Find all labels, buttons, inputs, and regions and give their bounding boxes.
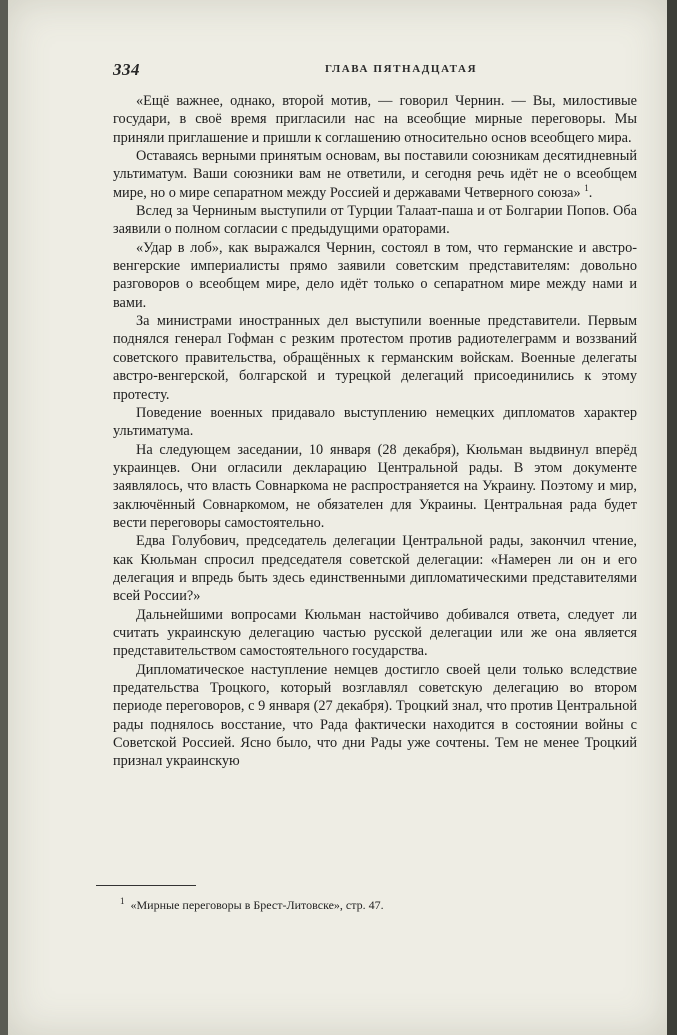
page-header — [113, 60, 633, 82]
paragraph: Дипломатическое наступление немцев достигло своей цели только вследствие предательства Троцкого, который возглавлял советскую делегацию во втором периоде переговоров, с 9 января (27 декабря). Троцкий знал, что против Центральной рады поднялось восстание, что Рада фактически находится в состоянии войны с Советской Россией. Ясно было, что дни Рады уже сочтены. Тем не менее Троцкий признал украинскую — [113, 661, 637, 770]
paragraph: «Ещё важнее, однако, второй мотив, — говорил Чернин. — Вы, милостивые государи, в своё время пригласили нас на всеобщие мирные переговоры. Мы приняли приглашение и пришли к соглашению относительно основ всеобщего мира. — [113, 93, 637, 146]
paragraph: Оставаясь верными принятым основам, вы поставили союзникам десятидневный ультиматум. Ваши союзники вам не ответили, и сегодня речь идёт не о всеобщем мире, но о мире сепаратном между Россией и державами Четверного союза» $^1$. — [113, 148, 637, 201]
paragraph: На следующем заседании, 10 января (28 декабря), Кюльман выдвинул вперёд украинцев. Они огласили декларацию Центральной рады. В этом документе заявлялось, что власть Совнаркома не распространяется на Украину. Поэтому и мир, заключённый Совнаркомом, не обязателен для Украины. Центральная рада будет вести переговоры самостоятельно. — [113, 441, 637, 531]
body-text — [113, 92, 637, 771]
footnote-text: «Мирные переговоры в Брест-Литовске», стр. 47. — [130, 898, 384, 912]
paragraph: Едва Голубович, председатель делегации Центральной рады, закончил чтение, как Кюльман спросил председателя советской делегации: «Намерен ли он и его делегация и впредь быть здесь единственными дипломатическими представителями всей России?» — [113, 533, 637, 605]
paragraph: За министрами иностранных дел выступили военные представители. Первым поднялся генерал Гофман с резким протестом против радиотелеграмм и воззваний советского правительства, обращённых к германским войскам. Военные делегаты австро-венгерской, болгарской и турецкой делегаций присоединились к этому протесту. — [113, 313, 637, 403]
book-page — [8, 0, 667, 1035]
page-number: 334 — [113, 60, 140, 79]
footnote-mark: 1 — [120, 896, 125, 906]
paragraph: «Удар в лоб», как выражался Чернин, состоял в том, что германские и австро-венгерские империалисты прямо заявили советским представителям: довольно разговоров о всеобщем мире, дело идёт только о сепаратном мире между нами и вами. — [113, 239, 637, 311]
paragraph-text: Оставаясь верными принятым основам, вы поставили союзникам десятидневный ультиматум. Ваши союзники вам не ответили, и сегодня речь идёт не о всеобщем мире, но о мире сепаратном между Россией и державами Четверного союза» — [113, 148, 637, 201]
footnote-reference: 1 — [584, 182, 589, 193]
running-head: ГЛАВА ПЯТНАДЦАТАЯ — [325, 63, 478, 75]
page-edge-shadow — [667, 0, 677, 1035]
paragraph: Вслед за Черниным выступили от Турции Талаат-паша и от Болгарии Попов. Оба заявили о полном согласии с предыдущими ораторами. — [113, 203, 637, 238]
paragraph: Дальнейшими вопросами Кюльман настойчиво добивался ответа, следует ли считать украинскую делегацию частью русской делегации или же она является представительством самостоятельного государства. — [113, 606, 637, 660]
footnote-divider — [96, 885, 196, 886]
paragraph: Поведение военных придавало выступлению немецких дипломатов характер ультиматума. — [113, 404, 637, 440]
footnote — [120, 894, 630, 913]
